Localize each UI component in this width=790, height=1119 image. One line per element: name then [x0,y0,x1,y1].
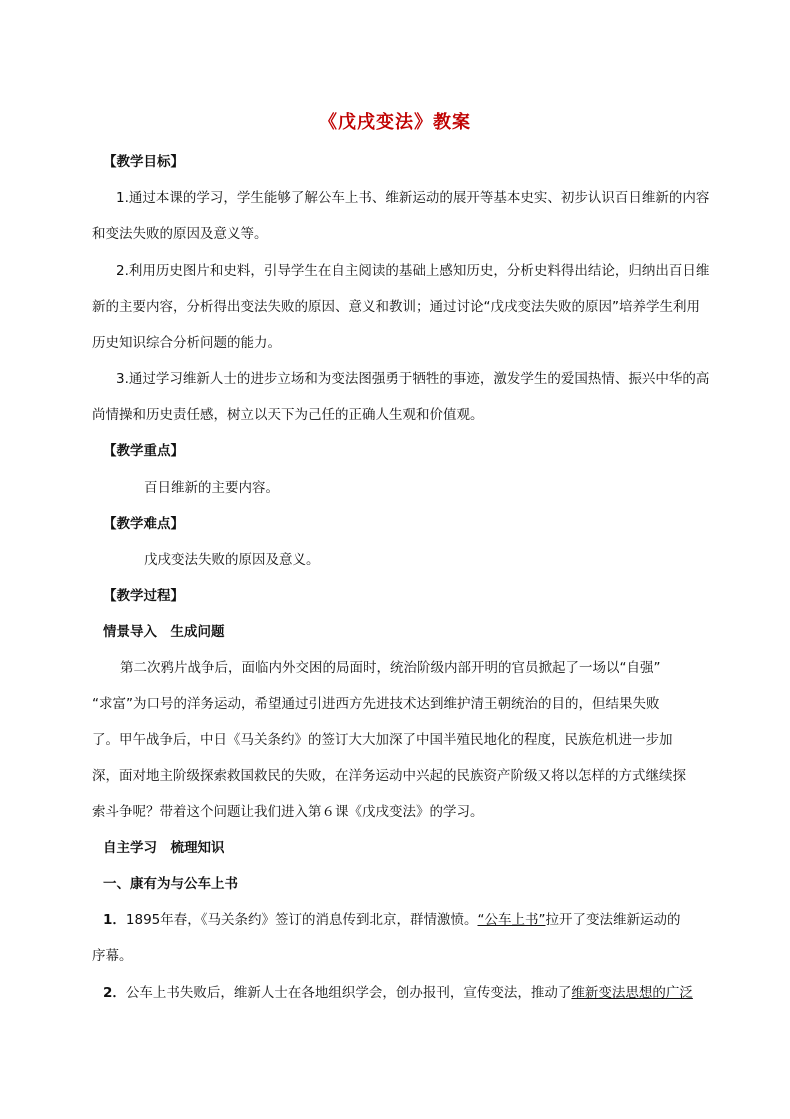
item-1-text-b: 拉开了变法维新运动的 [545,912,681,928]
process-heading: 【教学过程】 [103,588,184,604]
key-points-heading: 【教学重点】 [103,443,184,459]
intro-paragraph-line-1: 第二次鸦片战争后，面临内外交困的局面时，统治阶级内部开明的官员掀起了一场以“自强” [120,660,661,676]
item-1-underlined-term: “公车上书” [477,912,546,928]
item-2-number: 2． [103,985,126,1001]
item-2-text-a: 公车上书失败后，维新人士在各地组织学会，创办报刊，宣传变法，推动了 [125,985,572,1001]
goals-paragraph-3-line-2: 尚情操和历史责任感，树立以天下为己任的正确人生观和价值观。 [92,407,484,423]
item-2-line-1 [103,983,693,1003]
difficulty-heading: 【教学难点】 [103,516,184,532]
section-1-heading: 一、康有为与公车上书 [103,876,238,892]
goals-paragraph-3-line-1: 3.通过学习维新人士的进步立场和为变法图强勇于牺牲的事迹，激发学生的爱国热情、振兴中华的高 [116,371,710,387]
intro-heading: 情景导入 生成问题 [103,624,225,640]
intro-paragraph-line-3: 了。甲午战争后，中日《马关条约》的签订大大加深了中国半殖民地化的程度，民族危机进一步加 [92,732,673,748]
goals-paragraph-2-line-2: 新的主要内容，分析得出变法失败的原因、意义和教训；通过讨论“戊戌变法失败的原因”培养学生利用 [92,299,700,315]
item-1-number: 1． [103,912,126,928]
intro-paragraph-line-5: 索斗争呢？带着这个问题让我们进入第６课《戊戌变法》的学习。 [92,804,484,820]
intro-paragraph-line-2: “求富”为口号的洋务运动，希望通过引进西方先进技术达到维护清王朝统治的目的，但结果失败 [92,696,660,712]
item-1-line-2: 序幕。 [92,948,133,964]
goals-paragraph-2-line-1: 2.利用历史图片和史料，引导学生在自主阅读的基础上感知历史，分析史料得出结论，归纳出百日维 [116,263,710,279]
difficulty-text: 戊戌变法失败的原因及意义。 [144,552,320,568]
intro-paragraph-line-4: 深，面对地主阶级探索救国救民的失败，在洋务运动中兴起的民族资产阶级又将以怎样的方式继续探 [92,768,686,784]
document-title: 《戊戌变法》教案 [319,112,471,133]
item-1-text-a: 1895年春，《马关条约》签订的消息传到北京，群情激愤。 [125,912,478,928]
goals-paragraph-1-line-2: 和变法失败的原因及意义等。 [92,226,268,242]
item-1-line-1 [103,910,681,930]
goals-paragraph-2-line-3: 历史知识综合分析问题的能力。 [92,335,281,351]
study-heading: 自主学习 梳理知识 [103,840,225,856]
item-2-underlined-term: 维新变法思想的广泛 [571,985,693,1001]
goals-heading: 【教学目标】 [103,154,184,170]
goals-paragraph-1-line-1: 1.通过本课的学习，学生能够了解公车上书、维新运动的展开等基本史实、初步认识百日维新的内容 [116,190,710,206]
key-points-text: 百日维新的主要内容。 [144,480,279,496]
